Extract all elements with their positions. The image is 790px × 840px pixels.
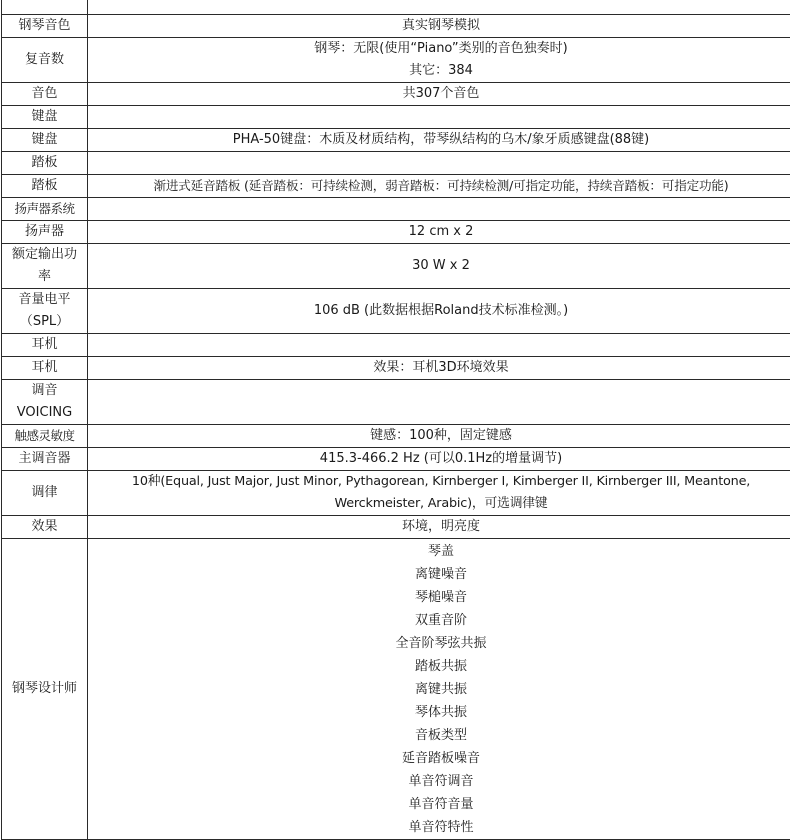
list-item: 离键共振 xyxy=(91,678,790,701)
row-value: 30 W x 2 xyxy=(88,244,790,289)
row-value: 环境，明亮度 xyxy=(88,516,790,539)
row-label: 调律 xyxy=(2,471,88,516)
table-row xyxy=(2,106,790,129)
list-item: 单音符音量 xyxy=(91,793,790,816)
row-value: 106 dB (此数据根据Roland技术标准检测。) xyxy=(88,289,790,334)
row-value: 415.3-466.2 Hz (可以0.1Hz的增量调节) xyxy=(88,448,790,471)
list-item: 单音符特性 xyxy=(91,816,790,839)
row-value: 效果：耳机3D环境效果 xyxy=(88,357,790,380)
row-value xyxy=(88,38,790,83)
list-item: 琴盖 xyxy=(91,540,790,563)
label-line: 率 xyxy=(5,266,84,288)
row-value: 共307个音色 xyxy=(88,83,790,106)
row-value: 真实钢琴模拟 xyxy=(88,15,790,38)
table-row xyxy=(2,175,790,198)
list-item: 琴槌噪音 xyxy=(91,586,790,609)
label-line: 音量电平 xyxy=(5,289,84,311)
table-row xyxy=(2,334,790,357)
row-label: 键盘 xyxy=(2,129,88,152)
row-label: 踏板 xyxy=(2,175,88,198)
table-row xyxy=(2,289,790,334)
table-row xyxy=(2,198,790,221)
row-label: 键盘 xyxy=(2,106,88,129)
table-row xyxy=(2,221,790,244)
label-line: 调音 xyxy=(5,380,84,402)
row-label: 钢琴音色 xyxy=(2,15,88,38)
list-item: 离键噪音 xyxy=(91,563,790,586)
row-value: 12 cm x 2 xyxy=(88,221,790,244)
table-row xyxy=(2,15,790,38)
row-value xyxy=(88,380,790,425)
label-line: VOICING xyxy=(5,402,84,424)
row-label: 钢琴设计师 xyxy=(2,539,88,840)
row-label xyxy=(2,289,88,334)
row-label xyxy=(2,244,88,289)
row-label: 触感灵敏度 xyxy=(2,425,88,448)
table-row xyxy=(2,539,790,840)
table-row xyxy=(2,357,790,380)
table-row xyxy=(2,380,790,425)
row-label: 复音数 xyxy=(2,38,88,83)
table-row xyxy=(2,244,790,289)
row-value: 键感：100种，固定键感 xyxy=(88,425,790,448)
list-item: 双重音阶 xyxy=(91,609,790,632)
value-line: Werckmeister, Arabic)，可选调律键 xyxy=(89,493,790,515)
row-label: 扬声器 xyxy=(2,221,88,244)
list-item: 全音阶琴弦共振 xyxy=(91,632,790,655)
row-value xyxy=(88,198,790,221)
row-value xyxy=(88,152,790,175)
table-row xyxy=(2,425,790,448)
row-value: 渐进式延音踏板 (延音踏板：可持续检测，弱音踏板：可持续检测/可指定功能，持续音踏板：可指定功能) xyxy=(88,175,790,198)
row-label xyxy=(2,380,88,425)
row-value xyxy=(88,0,790,15)
label-line: （SPL） xyxy=(5,311,84,333)
row-label: 耳机 xyxy=(2,357,88,380)
row-label: 耳机 xyxy=(2,334,88,357)
value-line: 钢琴：无限(使用“Piano”类别的音色独奏时) xyxy=(91,38,790,60)
list-item: 延音踏板噪音 xyxy=(91,747,790,770)
list-item: 琴体共振 xyxy=(91,701,790,724)
designer-feature-list xyxy=(88,539,790,840)
label-line: 额定输出功 xyxy=(5,244,84,266)
table-row xyxy=(2,471,790,516)
list-item: 踏板共振 xyxy=(91,655,790,678)
table-row xyxy=(2,0,790,15)
row-label xyxy=(2,0,88,15)
row-label: 踏板 xyxy=(2,152,88,175)
spec-table xyxy=(1,0,790,840)
row-value xyxy=(88,106,790,129)
list-item: 音板类型 xyxy=(91,724,790,747)
table-row xyxy=(2,516,790,539)
row-value xyxy=(88,471,790,516)
table-row xyxy=(2,448,790,471)
row-label: 扬声器系统 xyxy=(2,198,88,221)
row-label: 效果 xyxy=(2,516,88,539)
row-value: PHA-50键盘：木质及材质结构，带琴纵结构的乌木/象牙质感键盘(88键) xyxy=(88,129,790,152)
value-line: 10种(Equal, Just Major, Just Minor, Pythagorean, Kirnberger I, Kimberger II, Kirnberger III, Meantone, xyxy=(89,471,790,493)
row-value xyxy=(88,334,790,357)
table-row xyxy=(2,129,790,152)
list-item: 单音符调音 xyxy=(91,770,790,793)
table-row xyxy=(2,38,790,83)
table-row xyxy=(2,83,790,106)
table-row xyxy=(2,152,790,175)
row-label: 音色 xyxy=(2,83,88,106)
value-line: 其它：384 xyxy=(91,60,790,82)
row-label: 主调音器 xyxy=(2,448,88,471)
